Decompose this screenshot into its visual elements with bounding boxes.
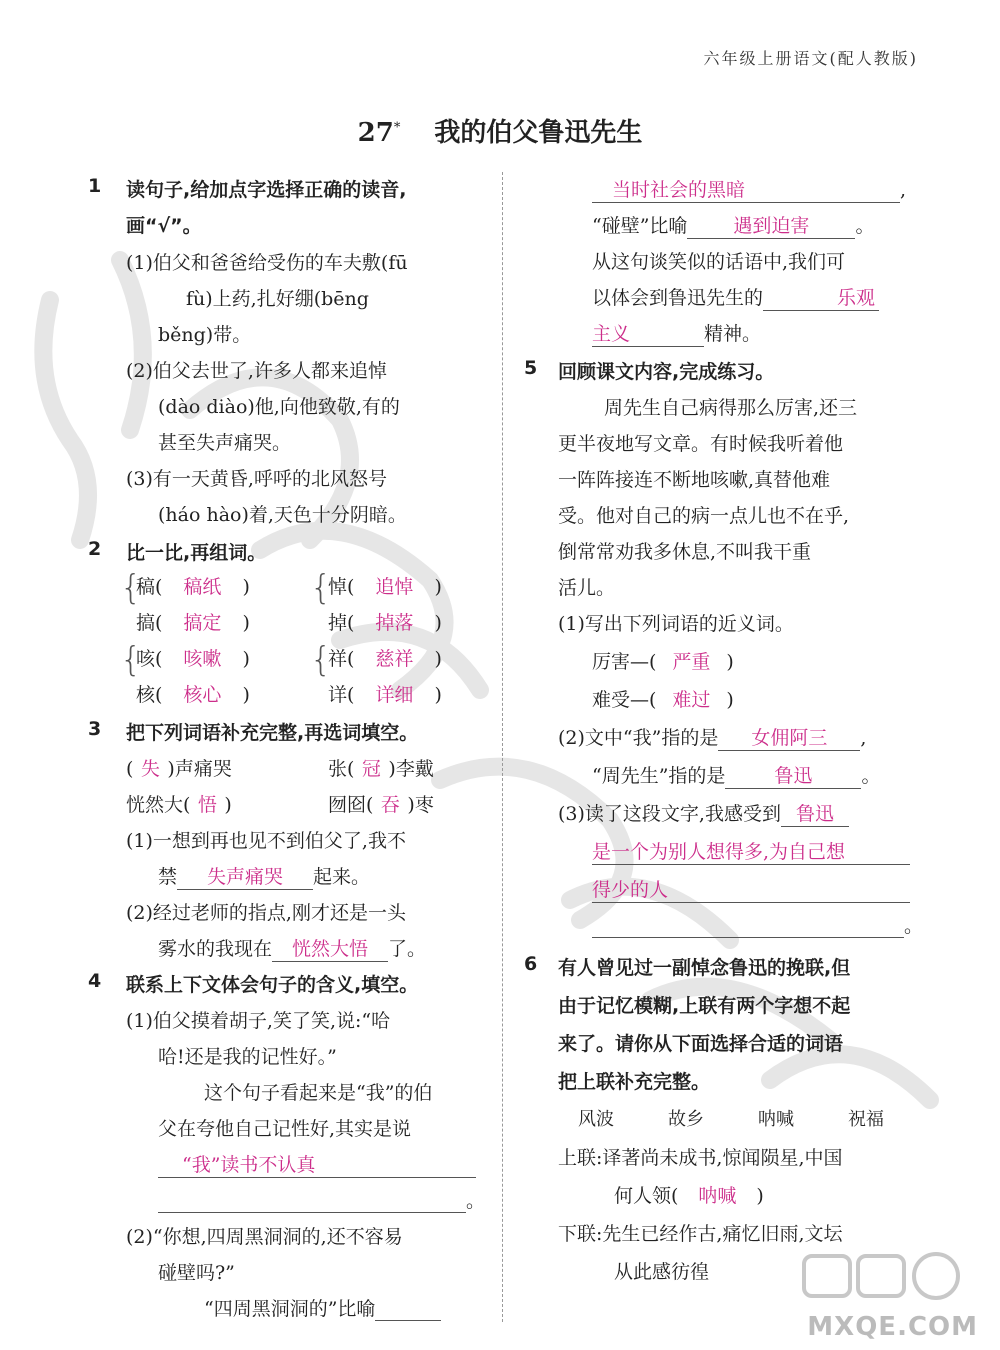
sentence: (2)经过老师的指点,刚才还是一头	[126, 902, 406, 924]
question-prompt: 联系上下文体会句子的含义,填空。	[126, 974, 419, 996]
question-number: 3	[88, 718, 102, 740]
passage-line: 周先生自己病得那么厉害,还三	[604, 397, 858, 419]
passage-line: 一阵阵接连不断地咳嗽,真替他难	[558, 469, 831, 491]
sentence: 主义 精神。	[592, 319, 761, 347]
sentence: “碰壁”比喻 遇到迫害 。	[592, 211, 874, 239]
sentence: (1)伯父摸着胡子,笑了笑,说:“哈	[126, 1010, 391, 1032]
word-pair-item: 核( 核心 )	[136, 684, 250, 706]
sub-question: (2)文中“我”指的是 女佣阿三 ,	[558, 723, 866, 751]
synonym-item: 难受—( 难过 )	[592, 689, 734, 711]
word-pair-item: 祥( 慈祥 )	[328, 648, 442, 670]
answer-line: “我”读书不认真	[158, 1150, 476, 1178]
question-prompt: 把下列词语补充完整,再选词填空。	[126, 722, 419, 744]
option-word: 故乡	[668, 1109, 704, 1130]
question-number: 6	[524, 953, 538, 975]
passage-line: 倒常常劝我多休息,不叫我干重	[558, 541, 812, 563]
sentence: 这个句子看起来是“我”的伯	[204, 1082, 433, 1104]
sentence: (2)“你想,四周黑洞洞的,还不容易	[126, 1226, 403, 1248]
sentence: fù)上药,扎好绷(bēng	[186, 288, 369, 310]
idiom-item: 囫囵( 吞 )枣	[328, 794, 434, 816]
question-prompt: 来了。请你从下面选择合适的词语	[558, 1033, 844, 1055]
sentence: 碰壁吗?”	[158, 1262, 235, 1284]
passage-line: 更半夜地写文章。有时候我听着他	[558, 433, 844, 455]
word-pair-item: 悼( 追悼 )	[328, 576, 442, 598]
sentence: 父在夸他自己记性好,其实是说	[158, 1118, 412, 1140]
sentence: “四周黑洞洞的”比喻	[204, 1294, 441, 1321]
idiom-item: 恍然大( 悟 )	[126, 794, 232, 816]
sentence: 以体会到鲁迅先生的 乐观	[592, 283, 879, 311]
option-word: 祝福	[848, 1109, 884, 1130]
question-number: 2	[88, 538, 102, 560]
sub-question: (3)读了这段文字,我感受到 鲁迅	[558, 799, 849, 827]
question-prompt: 比一比,再组词。	[126, 542, 267, 564]
column-divider	[502, 172, 503, 1322]
sub-question: (1)写出下列词语的近义词。	[558, 613, 794, 635]
passage-line: 活儿。	[558, 577, 616, 599]
synonym-item: 厉害—( 严重 )	[592, 651, 734, 673]
sentence: 从这句谈笑似的话语中,我们可	[592, 251, 846, 273]
question-prompt: 有人曾见过一副悼念鲁迅的挽联,但	[558, 957, 851, 979]
book-title: 六年级上册语文(配人教版)	[703, 49, 918, 68]
answer-line: 当时社会的黑暗 ,	[592, 175, 906, 203]
option-word: 风波	[578, 1109, 614, 1130]
option-word: 呐喊	[758, 1109, 794, 1130]
passage-line: 受。他对自己的病一点儿也不在乎,	[558, 505, 850, 527]
question-prompt: 回顾课文内容,完成练习。	[558, 361, 775, 383]
question-prompt: 把上联补充完整。	[558, 1071, 711, 1093]
brace: {	[120, 640, 142, 680]
sentence: běng)带。	[158, 324, 252, 346]
couplet-line: 下联:先生已经作古,痛忆旧雨,文坛	[558, 1223, 843, 1245]
idiom-item: ( 失 )声痛哭	[126, 758, 232, 780]
couplet-line: 从此感彷徨	[614, 1261, 710, 1283]
question-number: 1	[88, 175, 102, 197]
brace: {	[310, 568, 332, 608]
site-logo-text: MXQE.COM	[807, 1312, 978, 1342]
sentence: 哈!还是我的记性好。”	[158, 1046, 337, 1068]
sentence: (1)一想到再也见不到伯父了,我不	[126, 830, 406, 852]
sentence: (1)伯父和爸爸给受伤的车夫敷(fū	[126, 252, 408, 274]
answer-line: 是一个为别人想得多,为自己想	[592, 837, 910, 865]
question-prompt: 读句子,给加点字选择正确的读音,	[126, 179, 407, 201]
couplet-line: 上联:译著尚未成书,惊闻陨星,中国	[558, 1147, 843, 1169]
brace: {	[310, 640, 332, 680]
question-prompt: 由于记忆模糊,上联有两个字想不起	[558, 995, 851, 1017]
sentence: 甚至失声痛哭。	[158, 432, 292, 454]
answer-blank: 恍然大悟	[272, 934, 388, 962]
question-number: 4	[88, 970, 102, 992]
sentence: (dào diào)他,向他致敬,有的	[158, 396, 400, 418]
question-number: 5	[524, 357, 538, 379]
answer-line: 。	[592, 911, 923, 938]
lesson-title	[0, 112, 1000, 149]
word-pair-item: 掉( 掉落 )	[328, 612, 442, 634]
word-pair-item: 详( 详细 )	[328, 684, 442, 706]
sentence: 雾水的我现在 恍然大悟 了。	[158, 934, 426, 962]
answer-line: 。	[158, 1186, 485, 1213]
answer-line: 得少的人	[592, 875, 910, 903]
lesson-number: 27*	[357, 118, 401, 148]
sentence: 禁 失声痛哭 起来。	[158, 862, 370, 890]
word-pair-item: 稿( 稿纸 )	[136, 576, 250, 598]
sentence: (3)有一天黄昏,呼呼的北风怒号	[126, 468, 387, 490]
word-pair-item: 咳( 咳嗽 )	[136, 648, 250, 670]
lesson-title-text: 我的伯父鲁迅先生	[434, 118, 643, 148]
question-prompt: 画“√”。	[126, 215, 202, 237]
sentence: (háo hào)着,天色十分阴暗。	[158, 504, 407, 526]
couplet-line: 何人领( 呐喊 )	[614, 1185, 764, 1207]
sentence: (2)伯父去世了,许多人都来追悼	[126, 360, 387, 382]
idiom-item: 张( 冠 )李戴	[328, 758, 434, 780]
answer-blank: 失声痛哭	[177, 862, 313, 890]
brace: {	[120, 568, 142, 608]
word-pair-item: 搞( 搞定 )	[136, 612, 250, 634]
sub-question: “周先生”指的是 鲁迅 。	[592, 761, 880, 789]
